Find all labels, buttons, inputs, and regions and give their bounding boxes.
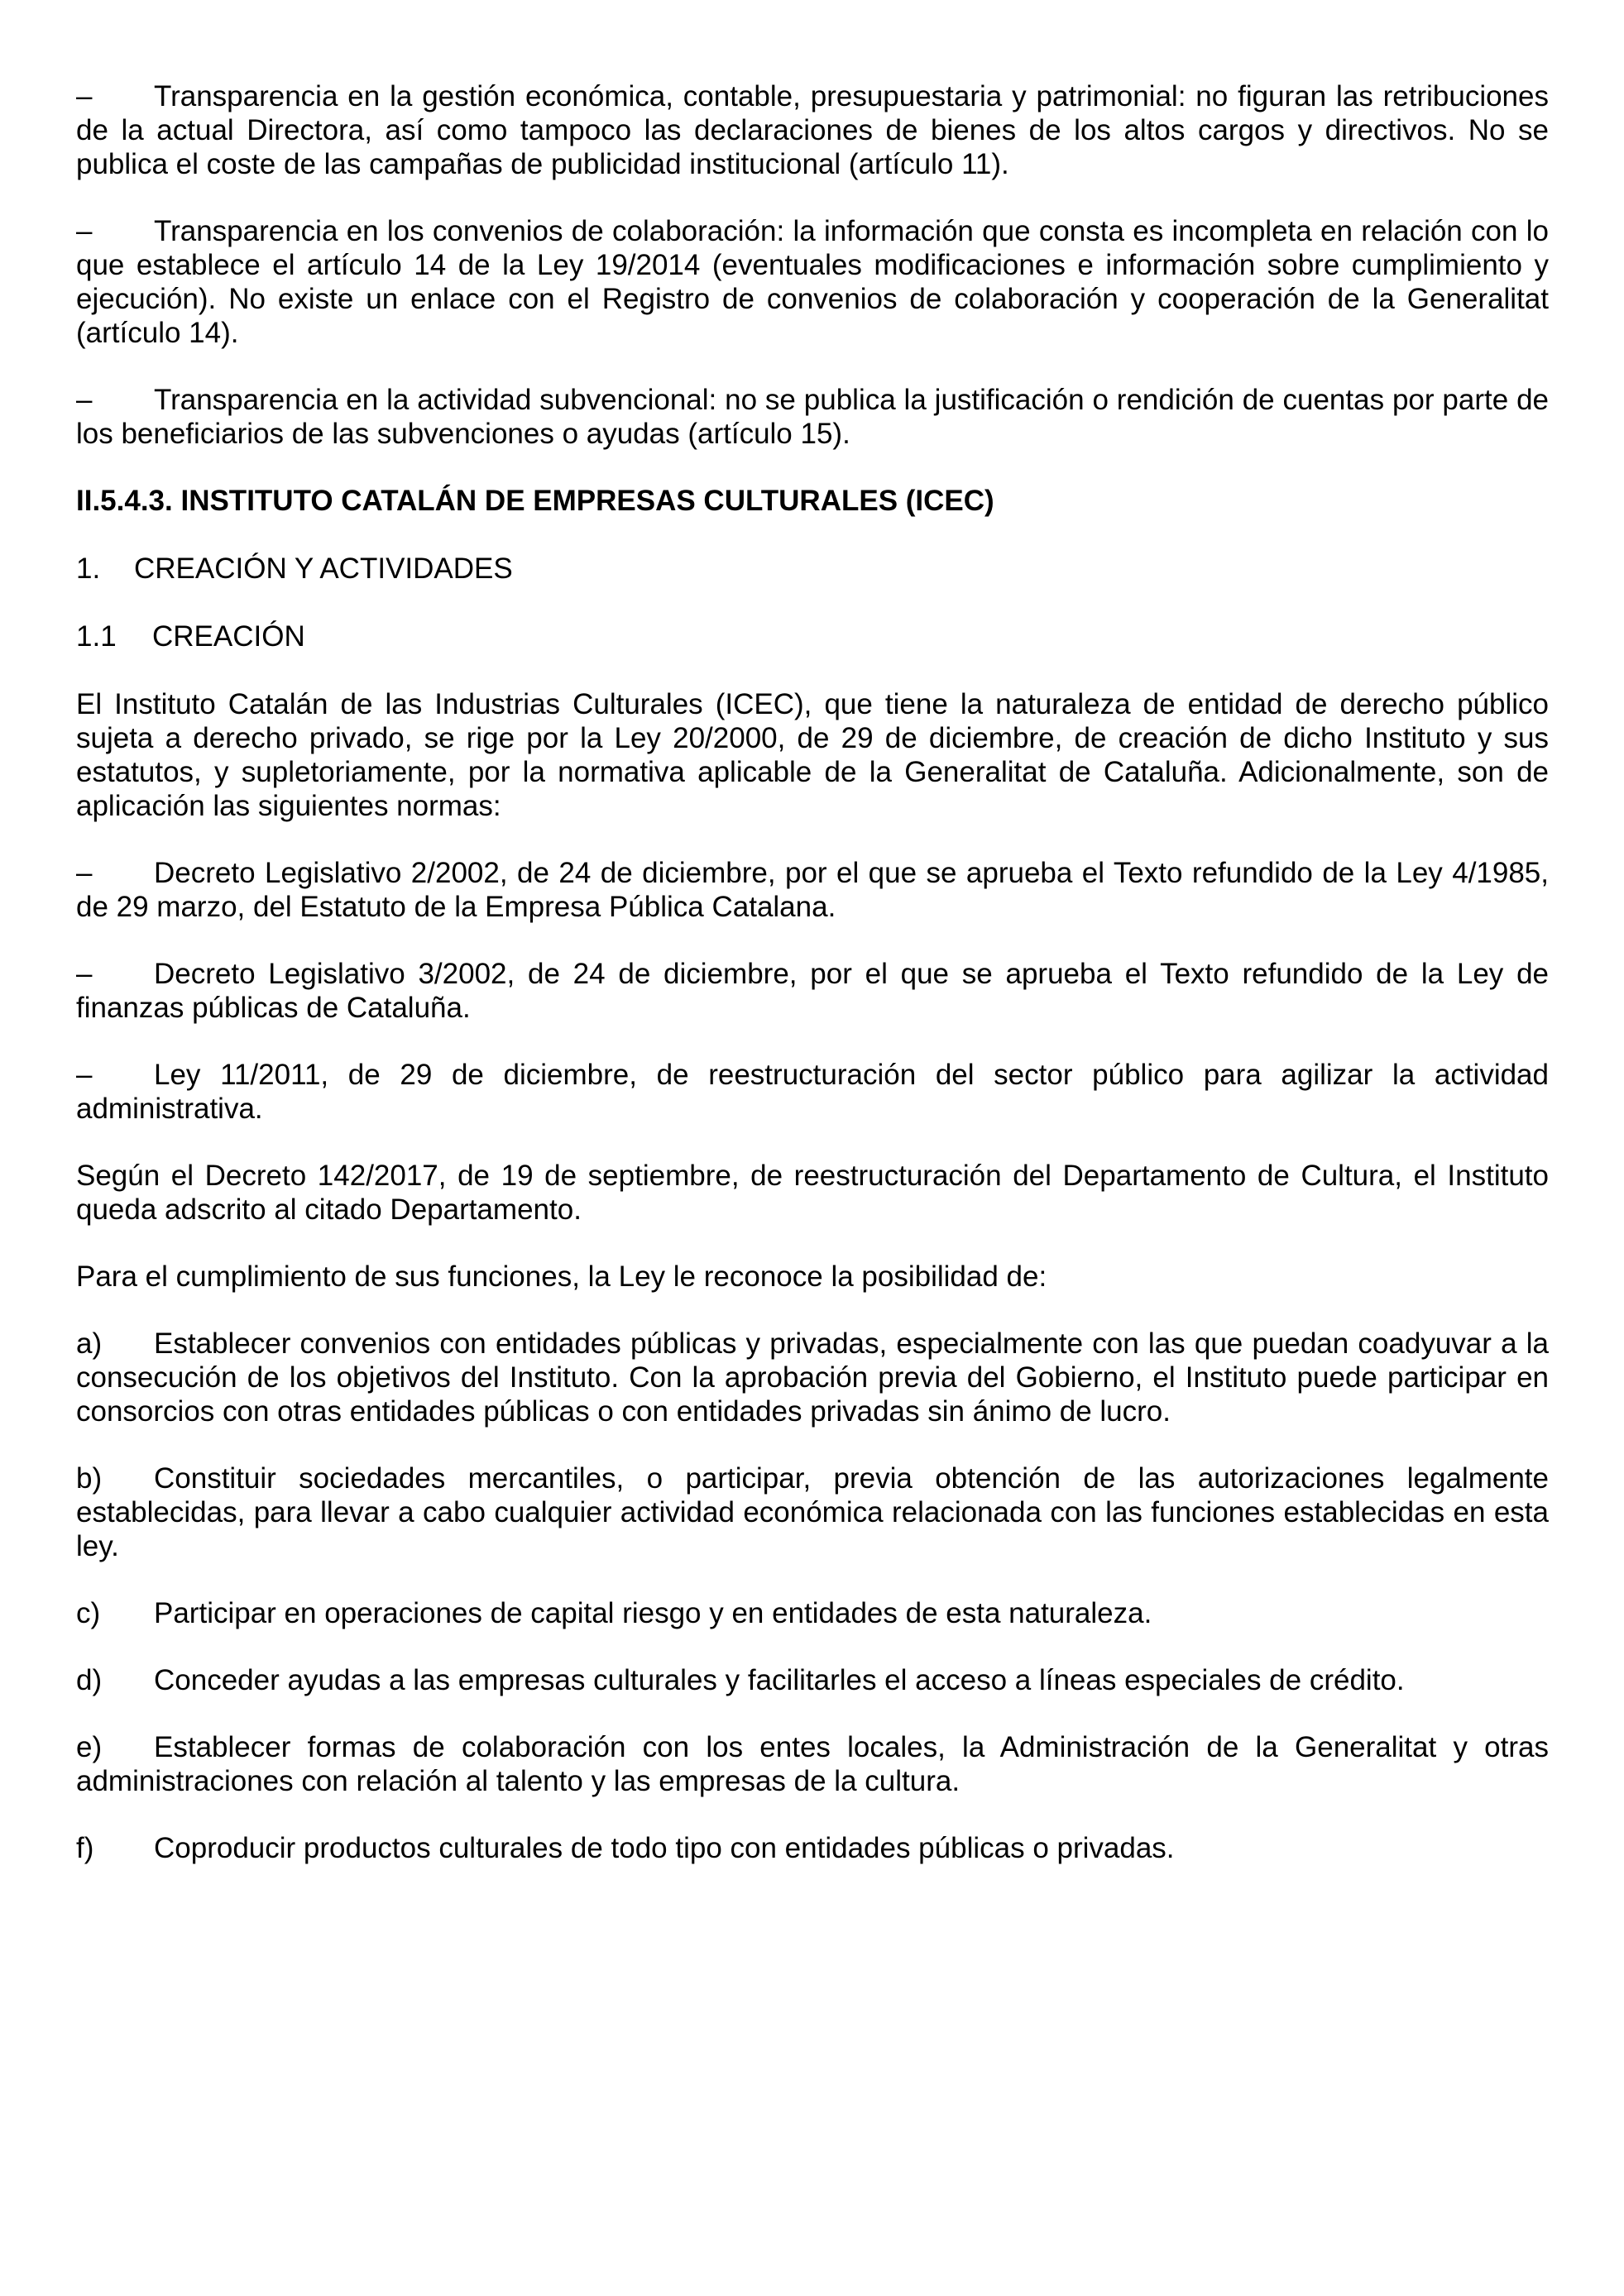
norm-text: Decreto Legislativo 3/2002, de 24 de diciembre, por el que se aprueba el Texto refundido de la Ley de finanzas públicas de Cataluña.: [76, 958, 1549, 1024]
list-marker: a): [76, 1327, 103, 1360]
norm-text: Ley 11/2011, de 29 de diciembre, de reestructuración del sector público para agilizar la actividad administrativa.: [76, 1059, 1549, 1125]
decree-paragraph: Según el Decreto 142/2017, de 19 de septiembre, de reestructuración del Departamento de Cultura, el Instituto queda adscrito al citado Departamento.: [76, 1160, 1549, 1226]
function-text: Conceder ayudas a las empresas culturales y facilitarles el acceso a líneas especiales de crédito.: [154, 1664, 1405, 1696]
dash-marker: –: [76, 215, 93, 247]
bullet-text: Transparencia en los convenios de colaboración: la información que consta es incompleta en relación con lo que establece el artículo 14 de la Ley 19/2014 (eventuales modificaciones e información sobre cumplimiento y ejecución). No existe un enlace con el Registro de convenios de colaboración y cooperación de la Generalitat (artículo 14).: [76, 215, 1549, 349]
bullet-text: Transparencia en la gestión económica, contable, presupuestaria y patrimonial: no figuran las retribuciones de la actual Directora, así como tampoco las declaraciones de bienes de los altos cargos y directivos. No se publica el coste de las campañas de publicidad institucional (artículo 11).: [76, 80, 1549, 180]
norm-item-decreto-3-2002: [76, 957, 1549, 1025]
function-item-b: [76, 1461, 1549, 1563]
subsection-title-creacion: [76, 619, 1549, 653]
function-text: Coproducir productos culturales de todo tipo con entidades públicas o privadas.: [154, 1832, 1175, 1864]
function-item-a: [76, 1327, 1549, 1428]
section-number: 1.: [76, 552, 101, 585]
function-item-e: [76, 1730, 1549, 1798]
list-marker: d): [76, 1664, 103, 1696]
list-marker: e): [76, 1731, 103, 1763]
dash-marker: –: [76, 958, 93, 990]
bullet-item-transparencia-convenios: [76, 214, 1549, 350]
section-title-creacion-actividades: [76, 552, 1549, 586]
function-item-f: [76, 1831, 1549, 1865]
subsection-number: 1.1: [76, 620, 117, 653]
functions-intro: Para el cumplimiento de sus funciones, la Ley le reconoce la posibilidad de:: [76, 1260, 1047, 1293]
list-marker: b): [76, 1462, 103, 1495]
list-marker: f): [76, 1832, 94, 1864]
norm-text: Decreto Legislativo 2/2002, de 24 de diciembre, por el que se aprueba el Texto refundido de la Ley 4/1985, de 29 marzo, del Estatuto de la Empresa Pública Catalana.: [76, 857, 1549, 923]
dash-marker: –: [76, 384, 93, 416]
function-text: Constituir sociedades mercantiles, o participar, previa obtención de las autorizaciones legalmente establecidas, para llevar a cabo cualquier actividad económica relacionada con las funciones establecidas en esta ley.: [76, 1462, 1549, 1562]
bullet-text: Transparencia en la actividad subvencional: no se publica la justificación o rendición de cuentas por parte de los beneficiarios de las subvenciones o ayudas (artículo 15).: [76, 384, 1549, 450]
section-heading-icec: II.5.4.3. INSTITUTO CATALÁN DE EMPRESAS CULTURALES (ICEC): [76, 485, 994, 517]
function-item-d: [76, 1663, 1549, 1697]
function-item-c: [76, 1596, 1549, 1630]
bullet-item-transparencia-economica: [76, 79, 1549, 181]
function-text: Establecer convenios con entidades públicas y privadas, especialmente con las que puedan coadyuvar a la consecución de los objetivos del Instituto. Con la aprobación previa del Gobierno, el Instituto puede participar en consorcios con otras entidades públicas o con entidades privadas sin ánimo de lucro.: [76, 1327, 1549, 1428]
section-title: CREACIÓN Y ACTIVIDADES: [134, 552, 513, 585]
intro-paragraph: El Instituto Catalán de las Industrias Culturales (ICEC), que tiene la naturaleza de entidad de derecho público sujeta a derecho privado, se rige por la Ley 20/2000, de 29 de diciembre, de creación de dicho Instituto y sus estatutos, y supletoriamente, por la normativa aplicable de la Generalitat de Cataluña. Adicionalmente, son de aplicación las siguientes normas:: [76, 688, 1549, 822]
function-text: Participar en operaciones de capital riesgo y en entidades de esta naturaleza.: [154, 1597, 1152, 1629]
dash-marker: –: [76, 80, 93, 112]
norm-item-decreto-2-2002: [76, 856, 1549, 924]
function-text: Establecer formas de colaboración con los entes locales, la Administración de la Generalitat y otras administraciones con relación al talento y las empresas de la cultura.: [76, 1731, 1549, 1797]
list-marker: c): [76, 1597, 101, 1629]
norm-item-ley-11-2011: [76, 1058, 1549, 1126]
dash-marker: –: [76, 1059, 93, 1091]
bullet-item-transparencia-subvencional: [76, 383, 1549, 451]
dash-marker: –: [76, 857, 93, 889]
document-page: [76, 79, 1549, 1898]
subsection-title: CREACIÓN: [152, 620, 305, 653]
